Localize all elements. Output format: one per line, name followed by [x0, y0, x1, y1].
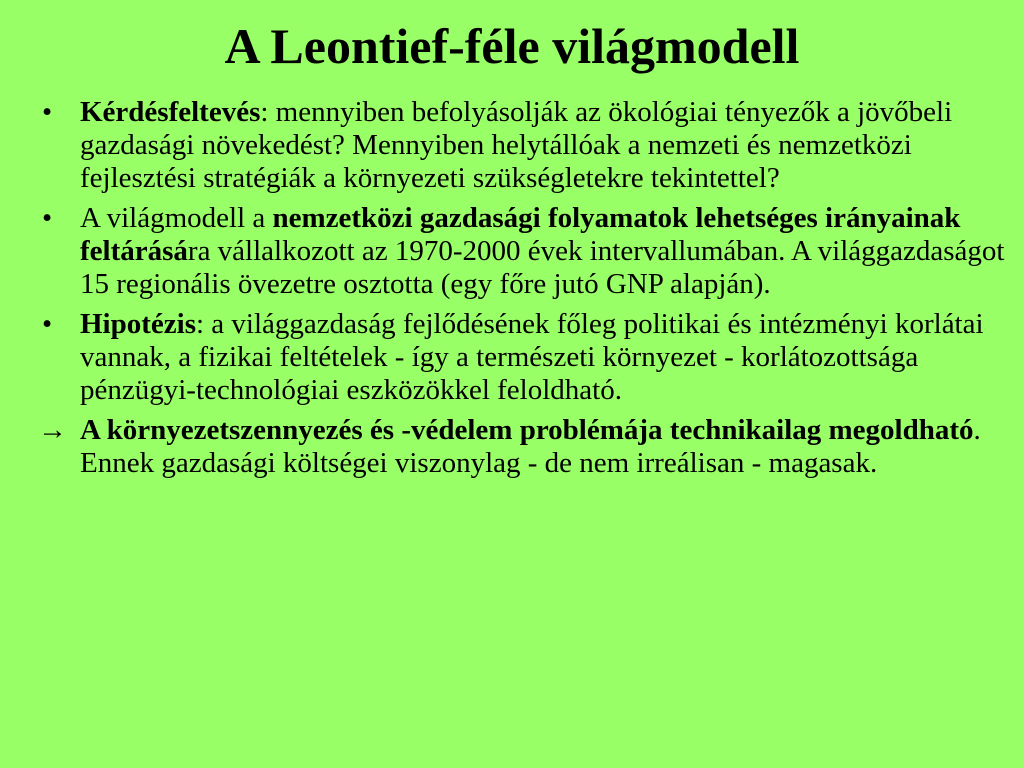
model-emphasis: nemzetközi gazdasági folyamatok lehetséges irányainak feltárásá [80, 202, 961, 267]
bullet-marker: • [42, 202, 53, 234]
question-text: : mennyiben befolyásolják az ökológiai tényezők a jövőbeli gazdasági növekedést? Mennyiben helytállóak a nemzeti és nemzetközi fejlesztési stratégiák a környezeti szükségletekre tekintettel? [80, 96, 953, 194]
right-arrow-icon: → [38, 414, 67, 446]
question-label: Kérdésfeltevés [80, 96, 261, 128]
bullet-marker: • [42, 308, 53, 340]
conclusion-text: . Ennek gazdasági költségei viszonylag - de nem irreálisan - magasak. [80, 414, 981, 479]
model-text-after: ra vállalkozott az 1970-2000 évek intervallumában. A világgazdaságot 15 regionális övezetre osztotta (egy főre jutó GNP alapján). [80, 235, 1005, 300]
bullet-item-hypothesis [38, 308, 1018, 407]
conclusion-emphasis: A környezetszennyezés és -védelem problémája technikailag megoldható [80, 414, 974, 446]
hypothesis-text: : a világgazdaság fejlődésének főleg politikai és intézményi korlátai vannak, a fizikai feltételek - így a természeti környezet - korlátozottsága pénzügyi-technológiai eszközökkel feloldható. [80, 308, 984, 406]
arrow-item-conclusion [38, 414, 1018, 480]
bullet-item-model [38, 202, 1018, 301]
slide-body [38, 96, 1018, 487]
slide-title: A Leontief-féle világmodell [224, 18, 800, 74]
bullet-marker: • [42, 96, 53, 128]
bullet-item-question [38, 96, 1018, 195]
model-text-before: A világmodell a [80, 202, 273, 234]
hypothesis-label: Hipotézis [80, 308, 196, 340]
